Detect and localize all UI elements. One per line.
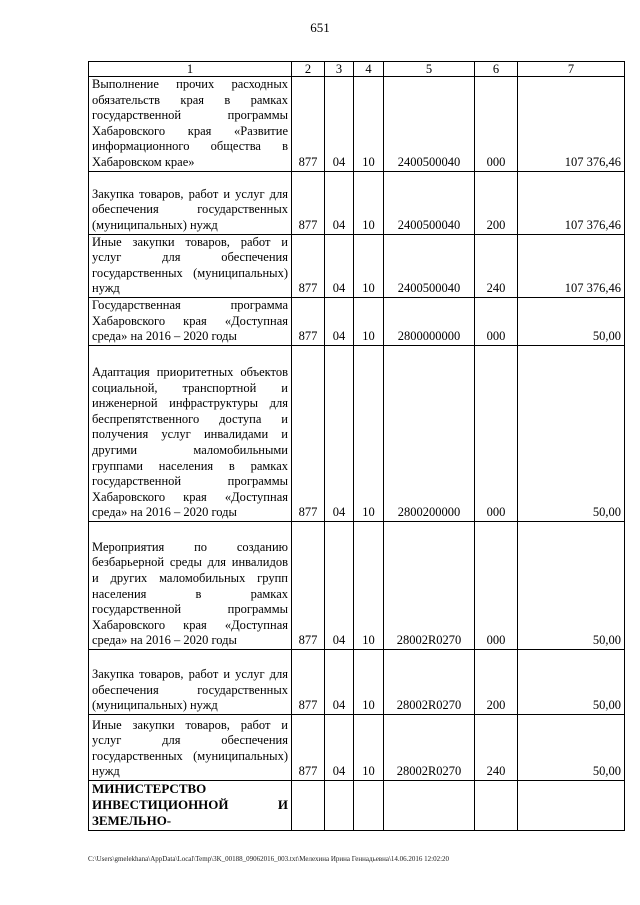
header-cell: 3 bbox=[325, 62, 354, 77]
section-code: 04 bbox=[325, 297, 354, 345]
row-name: Государственная программа Хабаровского края «Доступная среда» на 2016 – 2020 годы bbox=[89, 297, 292, 345]
table-row bbox=[89, 649, 625, 714]
row-name: Мероприятия по созданию безбарьерной среды для инвалидов и других маломобильных групп населения в рамках государственной программы Хабаровского края «Доступная среда» на 2016 – 2020 годы bbox=[89, 521, 292, 649]
target-code: 2400500040 bbox=[384, 77, 475, 172]
row-name: Закупка товаров, работ и услуг для обеспечения государственных (муниципальных) нужд bbox=[89, 649, 292, 714]
ministry-name: МИНИСТЕРСТВО ИНВЕСТИЦИОННОЙ И ЗЕМЕЛЬНО- bbox=[89, 780, 292, 830]
section-code: 04 bbox=[325, 171, 354, 234]
expense-type-code: 200 bbox=[475, 171, 518, 234]
subsection-code: 10 bbox=[354, 345, 384, 521]
header-cell: 2 bbox=[292, 62, 325, 77]
empty-cell bbox=[325, 780, 354, 830]
table-row bbox=[89, 77, 625, 172]
amount: 50,00 bbox=[518, 714, 625, 780]
section-code: 04 bbox=[325, 345, 354, 521]
empty-cell bbox=[518, 780, 625, 830]
page-number: 651 bbox=[310, 20, 330, 35]
expense-type-code: 000 bbox=[475, 521, 518, 649]
ministry-code: 877 bbox=[292, 649, 325, 714]
ministry-code: 877 bbox=[292, 234, 325, 297]
target-code: 28002R0270 bbox=[384, 521, 475, 649]
budget-table bbox=[88, 61, 625, 831]
ministry-code: 877 bbox=[292, 297, 325, 345]
expense-type-code: 200 bbox=[475, 649, 518, 714]
subsection-code: 10 bbox=[354, 171, 384, 234]
ministry-code: 877 bbox=[292, 345, 325, 521]
ministry-code: 877 bbox=[292, 171, 325, 234]
section-code: 04 bbox=[325, 521, 354, 649]
empty-cell bbox=[475, 780, 518, 830]
target-code: 28002R0270 bbox=[384, 649, 475, 714]
ministry-row bbox=[89, 780, 625, 830]
ministry-code: 877 bbox=[292, 77, 325, 172]
empty-cell bbox=[354, 780, 384, 830]
table-row bbox=[89, 521, 625, 649]
header-cell: 5 bbox=[384, 62, 475, 77]
row-name: Иные закупки товаров, работ и услуг для обеспечения государственных (муниципальных) нужд bbox=[89, 714, 292, 780]
amount: 107 376,46 bbox=[518, 171, 625, 234]
amount: 50,00 bbox=[518, 521, 625, 649]
table-row bbox=[89, 234, 625, 297]
expense-type-code: 240 bbox=[475, 234, 518, 297]
subsection-code: 10 bbox=[354, 649, 384, 714]
section-code: 04 bbox=[325, 234, 354, 297]
expense-type-code: 240 bbox=[475, 714, 518, 780]
subsection-code: 10 bbox=[354, 521, 384, 649]
amount: 50,00 bbox=[518, 345, 625, 521]
footer-file-path: C:\Users\gmelekhana\AppData\Local\Temp\3K_00188_09062016_003.txt\Мелехина Ирина Геннадьевна\14.06.2016 12:02:20 bbox=[88, 855, 450, 863]
target-code: 2400500040 bbox=[384, 234, 475, 297]
expense-type-code: 000 bbox=[475, 345, 518, 521]
subsection-code: 10 bbox=[354, 297, 384, 345]
table-row bbox=[89, 345, 625, 521]
amount: 50,00 bbox=[518, 297, 625, 345]
header-cell: 7 bbox=[518, 62, 625, 77]
ministry-code: 877 bbox=[292, 714, 325, 780]
empty-cell bbox=[384, 780, 475, 830]
row-name: Закупка товаров, работ и услуг для обеспечения государственных (муниципальных) нужд bbox=[89, 171, 292, 234]
ministry-code: 877 bbox=[292, 521, 325, 649]
header-row bbox=[89, 62, 625, 77]
row-name: Выполнение прочих расходных обязательств края в рамках государственной программы Хабаровского края «Развитие информационного общества в Хабаровском крае» bbox=[89, 77, 292, 172]
section-code: 04 bbox=[325, 714, 354, 780]
target-code: 28002R0270 bbox=[384, 714, 475, 780]
table-row bbox=[89, 714, 625, 780]
table-row bbox=[89, 171, 625, 234]
section-code: 04 bbox=[325, 77, 354, 172]
target-code: 2800200000 bbox=[384, 345, 475, 521]
target-code: 2800000000 bbox=[384, 297, 475, 345]
subsection-code: 10 bbox=[354, 77, 384, 172]
amount: 50,00 bbox=[518, 649, 625, 714]
empty-cell bbox=[292, 780, 325, 830]
header-cell: 6 bbox=[475, 62, 518, 77]
subsection-code: 10 bbox=[354, 714, 384, 780]
amount: 107 376,46 bbox=[518, 77, 625, 172]
amount: 107 376,46 bbox=[518, 234, 625, 297]
expense-type-code: 000 bbox=[475, 77, 518, 172]
header-cell: 1 bbox=[89, 62, 292, 77]
expense-type-code: 000 bbox=[475, 297, 518, 345]
section-code: 04 bbox=[325, 649, 354, 714]
subsection-code: 10 bbox=[354, 234, 384, 297]
row-name: Адаптация приоритетных объектов социальной, транспортной и инженерной инфраструктуры для беспрепятственного доступа и получения услуг инвалидами и другими маломобильными группами населения в рамках государственной программы Хабаровского края «Доступная среда» на 2016 – 2020 годы bbox=[89, 345, 292, 521]
row-name: Иные закупки товаров, работ и услуг для обеспечения государственных (муниципальных) нужд bbox=[89, 234, 292, 297]
target-code: 2400500040 bbox=[384, 171, 475, 234]
header-cell: 4 bbox=[354, 62, 384, 77]
table-row bbox=[89, 297, 625, 345]
